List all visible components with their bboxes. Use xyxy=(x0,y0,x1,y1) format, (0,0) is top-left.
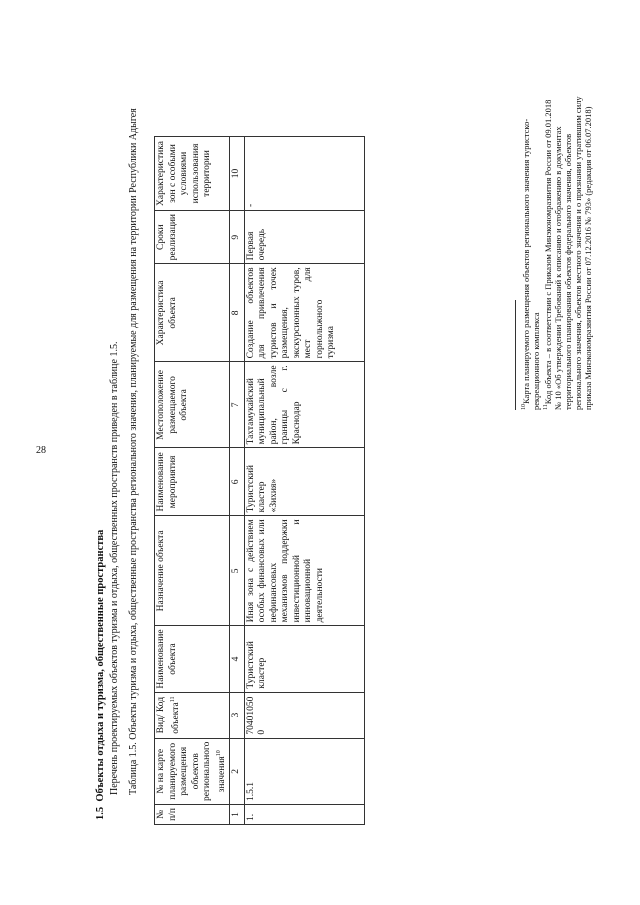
column-number-row xyxy=(230,137,245,825)
table-cell: - xyxy=(244,137,364,211)
header-cell: Вид/ Код объекта$^{11}$ xyxy=(155,692,230,738)
table-cell: Туристский кластер «Зихия» xyxy=(244,448,364,516)
table-header-row xyxy=(155,137,230,825)
footnote: $^{10}$Карта планируемого размещения объектов регионального значения туристско-рекреационного комплекса xyxy=(520,118,541,410)
header-cell: № п/п xyxy=(155,805,230,825)
header-cell: Наименование мероприятия xyxy=(155,448,230,516)
header-cell: Местоположение размещаемого объекта xyxy=(155,362,230,448)
table-cell: 704010500 xyxy=(244,692,364,738)
column-number: 5 xyxy=(230,516,245,626)
column-number: 3 xyxy=(230,692,245,738)
column-number: 7 xyxy=(230,362,245,448)
table-cell: Тахтамукайский муниципальный район, возле границы с г. Краснодар xyxy=(244,362,364,448)
header-cell: Наименование объекта xyxy=(155,626,230,692)
table-cell: Иная зона с действием особых финансовых или нефинансовых механизмов поддержки инвестиционной и инновационной деятельности xyxy=(244,516,364,626)
column-number: 4 xyxy=(230,626,245,692)
column-number: 9 xyxy=(230,211,245,264)
page-number: 28 xyxy=(36,445,46,456)
table-cell: 1.5.1 xyxy=(244,738,364,804)
rotated-page-content xyxy=(95,85,593,845)
footnote: $^{11}$Код объекта – в соответствии с Приказом Минэкономразвития России от 09.01.2018 № 10 «Об утверждении Требований к описанию и отображению в документах территориального планирования объектов федерального значения, объектов регионального значения, объектов местного значения и о признании утратившим силу приказа Минэкономразвития России от 07.12.2016 № 793» (редакция от 06.07.2018) xyxy=(542,96,593,410)
section-number: 1.5 xyxy=(95,806,106,820)
objects-table xyxy=(154,136,365,825)
column-number: 1 xyxy=(230,805,245,825)
header-cell: Назначение объекта xyxy=(155,516,230,626)
header-cell: Характеристика зон с особыми условиями использования территории xyxy=(155,137,230,211)
footnotes xyxy=(519,90,593,410)
table-cell: 1. xyxy=(244,805,364,825)
section-heading xyxy=(95,530,106,820)
column-number: 2 xyxy=(230,738,245,804)
column-number: 10 xyxy=(230,137,245,211)
footnote-ref: 11 xyxy=(169,696,176,703)
section-title: Объекты отдыха и туризма, общественные пространства xyxy=(95,529,106,802)
header-cell: Сроки реализации xyxy=(155,211,230,264)
header-cell: Характеристика объекта xyxy=(155,264,230,362)
footnote-ref: 10 xyxy=(215,750,222,757)
column-number: 6 xyxy=(230,448,245,516)
table-cell: Первая очередь xyxy=(244,211,364,264)
table-cell: Создание объектов для привлечения туристов и точек размещения, экскурсионных туров, мест для горнолыжного туризма xyxy=(244,264,364,362)
section-subtitle: Перечень проектируемых объектов туризма и отдыха, общественных пространств приведен в таблице 1.5. xyxy=(109,341,120,795)
header-cell: № на карте планируемого размещения объектов регионального значения$^{10}$ xyxy=(155,738,230,804)
footnote-separator xyxy=(515,300,516,410)
table-row xyxy=(244,137,364,825)
column-number: 8 xyxy=(230,264,245,362)
table-cell: Туристский кластер xyxy=(244,626,364,692)
table-caption: Таблица 1.5. Объекты туризма и отдыха, общественные пространства регионального значения, планируемые для размещения на территории Республики Адыгея xyxy=(128,108,139,795)
